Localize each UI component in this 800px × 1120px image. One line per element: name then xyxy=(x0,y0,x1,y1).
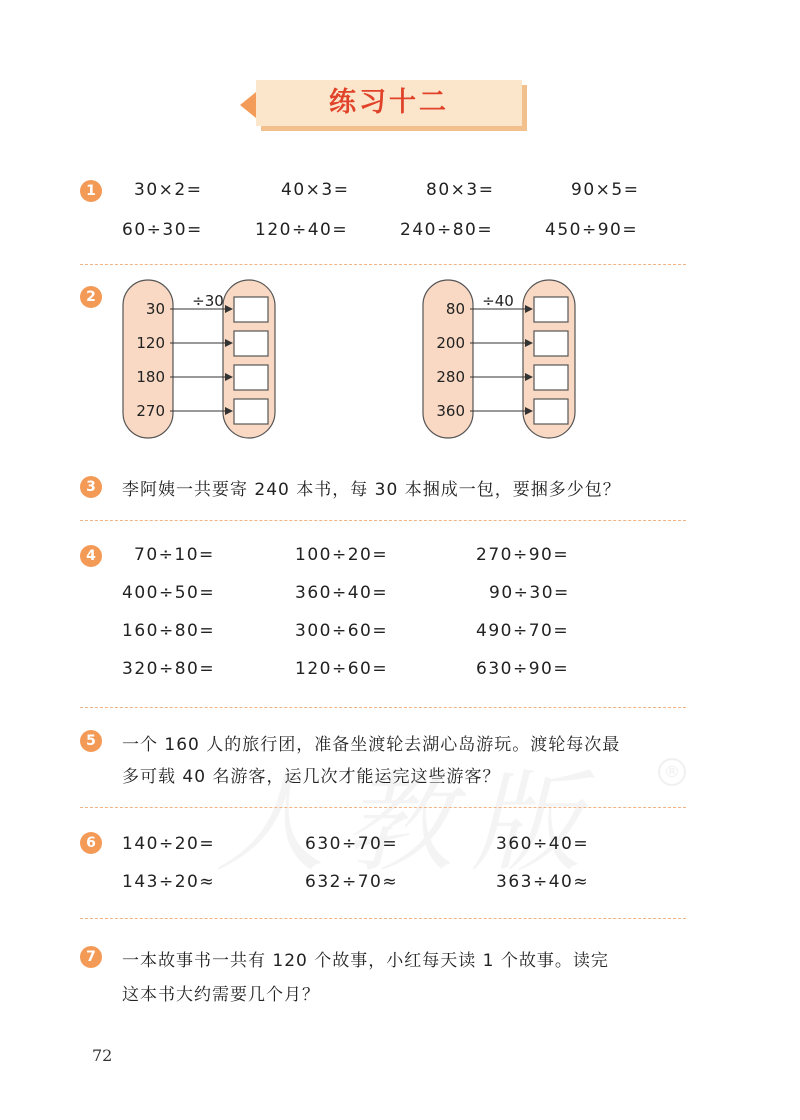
equation: 70÷10= xyxy=(134,545,215,565)
section-number-3: 3 xyxy=(80,476,102,498)
operator-label: ÷40 xyxy=(482,292,514,310)
word-problem-line: 这本书大约需要几个月？ xyxy=(122,985,320,1005)
operator-label: ÷30 xyxy=(192,292,224,310)
equation: 100÷20= xyxy=(295,545,389,565)
equation: 632÷70≈ xyxy=(305,872,399,892)
word-problem-line: 多可载 40 名游客，运几次才能运完这些游客？ xyxy=(122,767,501,787)
section-number-7: 7 xyxy=(80,946,102,968)
equation: 400÷50= xyxy=(122,583,216,603)
answer-box[interactable] xyxy=(534,399,568,424)
equation: 40×3= xyxy=(281,180,350,200)
answer-box[interactable] xyxy=(534,331,568,356)
section-number-2: 2 xyxy=(80,286,102,308)
input-value: 30 xyxy=(145,300,165,318)
page-number: 72 xyxy=(92,1046,113,1065)
section-number-1: 1 xyxy=(80,180,102,202)
equation: 90×5= xyxy=(571,180,640,200)
equation: 450÷90= xyxy=(545,220,639,240)
section-number-4: 4 xyxy=(80,545,102,567)
equation: 30×2= xyxy=(134,180,203,200)
word-problem-line: 一个 160 人的旅行团，准备坐渡轮去湖心岛游玩。渡轮每次最 xyxy=(122,735,621,755)
equation: 120÷40= xyxy=(255,220,349,240)
word-problem-line: 一本故事书一共有 120 个故事，小红每天读 1 个故事。读完 xyxy=(122,951,609,971)
equation: 140÷20= xyxy=(122,834,216,854)
section-divider xyxy=(80,918,686,919)
mapping-diagram-1 xyxy=(123,280,275,438)
answer-box[interactable] xyxy=(534,297,568,322)
input-value: 80 xyxy=(445,300,465,318)
answer-box[interactable] xyxy=(234,331,268,356)
section-divider xyxy=(80,520,686,521)
equation: 160÷80= xyxy=(122,621,216,641)
answer-box[interactable] xyxy=(534,365,568,390)
equation: 80×3= xyxy=(426,180,495,200)
input-value: 360 xyxy=(436,402,465,420)
answer-box[interactable] xyxy=(234,365,268,390)
section-divider xyxy=(80,807,686,808)
equation: 363÷40≈ xyxy=(496,872,590,892)
equation: 320÷80= xyxy=(122,659,216,679)
equation: 630÷90= xyxy=(476,659,570,679)
equation: 240÷80= xyxy=(400,220,494,240)
answer-box[interactable] xyxy=(234,399,268,424)
section-divider xyxy=(80,707,686,708)
input-value: 200 xyxy=(436,334,465,352)
mapping-diagrams xyxy=(0,0,800,460)
equation: 90÷30= xyxy=(489,583,570,603)
equation: 270÷90= xyxy=(476,545,570,565)
watermark xyxy=(215,735,599,893)
registered-mark-icon: ® xyxy=(658,758,686,786)
input-value: 120 xyxy=(136,334,165,352)
equation: 360÷40= xyxy=(295,583,389,603)
page-title: 练习十二 xyxy=(329,87,449,118)
mapping-diagram-2 xyxy=(423,280,575,438)
equation: 60÷30= xyxy=(122,220,203,240)
input-value: 180 xyxy=(136,368,165,386)
section-number-6: 6 xyxy=(80,832,102,854)
equation: 300÷60= xyxy=(295,621,389,641)
input-value: 280 xyxy=(436,368,465,386)
equation: 360÷40= xyxy=(496,834,590,854)
equation: 120÷60= xyxy=(295,659,389,679)
equation: 490÷70= xyxy=(476,621,570,641)
section-number-5: 5 xyxy=(80,730,102,752)
word-problem: 李阿姨一共要寄 240 本书，每 30 本捆成一包，要捆多少包？ xyxy=(122,480,621,500)
equation: 630÷70= xyxy=(305,834,399,854)
answer-box[interactable] xyxy=(234,297,268,322)
equation: 143÷20≈ xyxy=(122,872,216,892)
input-value: 270 xyxy=(136,402,165,420)
